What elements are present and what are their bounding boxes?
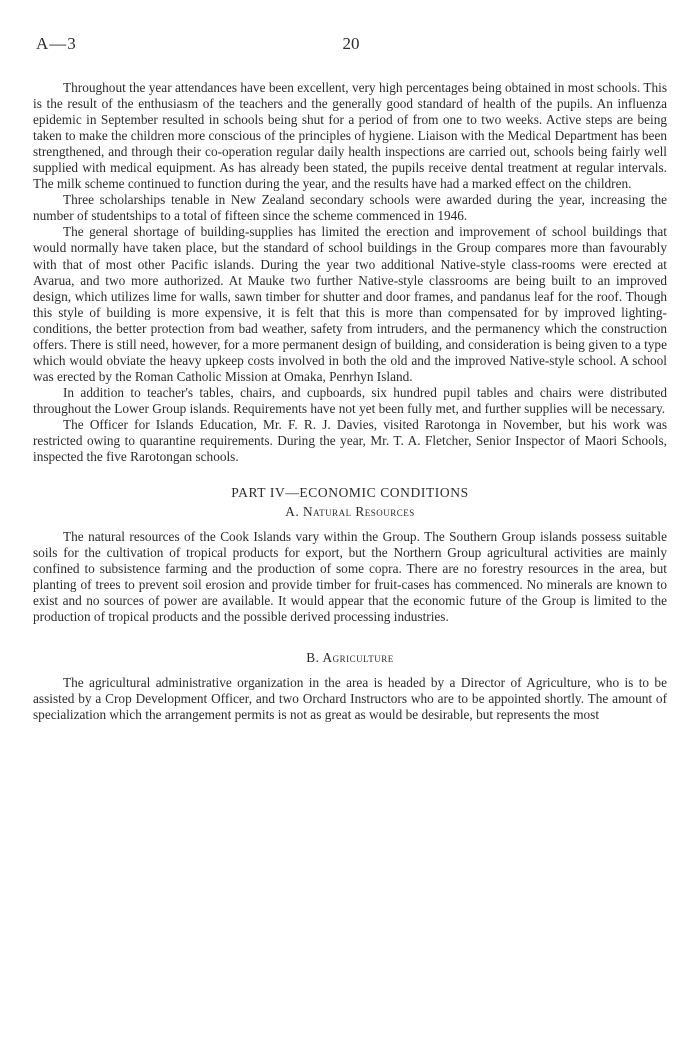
part-heading: PART IV—ECONOMIC CONDITIONS [231,485,469,501]
section-heading-natural-resources: A. Natural Resources [285,504,415,520]
paragraph-buildings: The general shortage of building-supplies has limited the erection and improvement of school buildings that would normally have taken place, but the standard of school buildings in the Group compares more than favourably with that of most other Pacific islands. During the year two additional Native-style class-rooms were erected at Avarua, and two more authorized. At Mauke two further Native-style classrooms are being built to an improved design, which utilizes lime for walls, sawn timber for shutter and door frames, and pandanus leaf for the roof. Though this style of building is more expensive, it is felt that this is more than compensated for by improved lighting-conditions, the better protection from bad weather, safety from intruders, and the permanency which the construction offers. There is still need, however, for a more permanent design of building, and consideration is being given to a type which would obviate the heavy upkeep costs involved in both the old and the improved Native-style school. A school was erected by the Roman Catholic Mission at Omaka, Penrhyn Island. [33,224,667,384]
paragraph-furniture: In addition to teacher's tables, chairs, and cupboards, six hundred pupil tables and chairs were distributed throughout the Lower Group islands. Requirements have not yet been fully met, and further supplies will be necessary. [33,384,667,416]
page-number: 20 [342,34,360,53]
paragraph-natural-resources: The natural resources of the Cook Islands vary within the Group. The Southern Group islands possess suitable soils for the cultivation of tropical products for export, but the Northern Group agricultural activities are mainly confined to subsistence farming and the production of some copra. There are no forestry resources in the area, but planting of trees to prevent soil erosion and provide timber for fruit-cases has commenced. No minerals are known to exist and no sources of power are available. It would appear that the economic future of the Group is limited to the production of tropical products and the possible derived processing industries. [33,529,667,625]
paragraph-inspections: The Officer for Islands Education, Mr. F. R. J. Davies, visited Rarotonga in November, but his work was restricted owing to quarantine requirements. During the year, Mr. T. A. Fletcher, Senior Inspector of Maori Schools, inspected the five Rarotongan schools. [33,416,667,465]
paragraph-agriculture: The agricultural administrative organization in the area is headed by a Director of Agriculture, who is to be assisted by a Crop Development Officer, and two Orchard Instructors who are to be appointed shortly. The amount of specialization which the arrangement permits is not as great as would be desirable, but represents the most [33,674,667,722]
paragraph-scholarships: Three scholarships tenable in New Zealand secondary schools were awarded during the year, increasing the number of studentships to a total of fifteen since the scheme commenced in 1946. [33,192,667,224]
section-heading-agriculture: B. Agriculture [306,649,394,665]
document-reference: A—3 [36,34,77,53]
page-body [33,80,667,723]
paragraph-attendance: Throughout the year attendances have been excellent, very high percentages being obtained in most schools. This is the result of the enthusiasm of the teachers and the generally good standard of health of the pupils. An influenza epidemic in September resulted in schools being shut for a period of from one to two weeks. Active steps are being taken to make the children more conscious of the principles of hygiene. Liaison with the Medical Department has been strengthened, and through their co-operation regular daily health inspections are carried out, schools being fairly well supplied with medical equipment. As has already been stated, the pupils receive dental treatment at regular intervals. The milk scheme continued to function during the year, and the results have had a marked effect on the children. [33,80,667,192]
page-header [36,34,666,58]
